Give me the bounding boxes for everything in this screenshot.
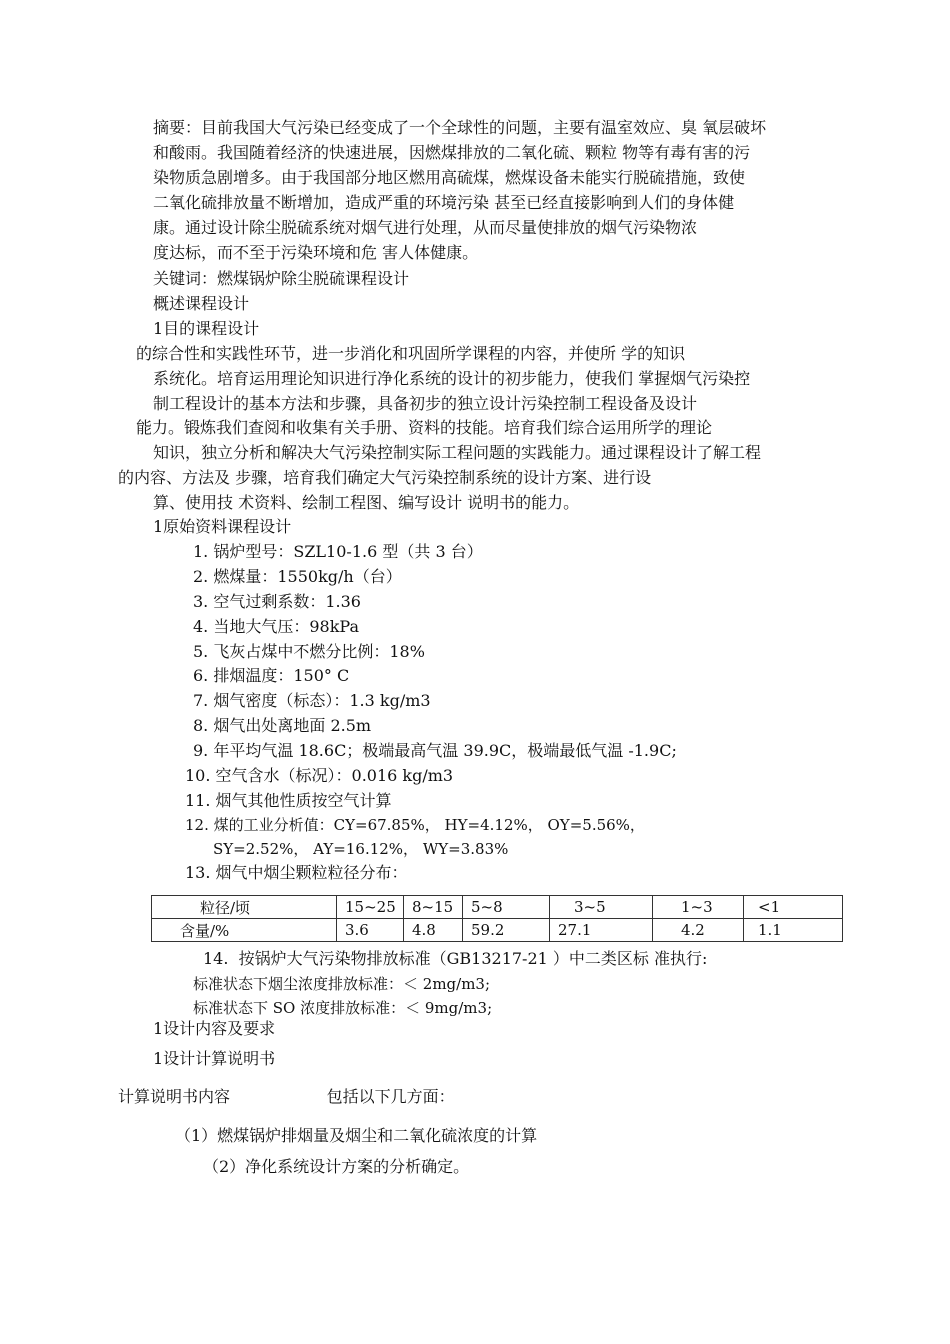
content-item-2: （2）净化系统设计方案的分析确定。 bbox=[203, 1157, 470, 1176]
data-item-12: 12. 煤的工业分析值：CY=67.85%， HY=4.12%， OY=5.56%， bbox=[185, 816, 645, 834]
data-item-10: 10. 空气含水（标况）：0.016 kg/m3 bbox=[185, 766, 454, 785]
standard-dust: 标准状态下烟尘浓度排放标准：＜ 2mg/m3; bbox=[193, 975, 491, 993]
table-cell: 27.1 bbox=[550, 919, 653, 942]
table-header-row bbox=[152, 896, 843, 919]
data-item-11: 11. 烟气其他性质按空气计算 bbox=[185, 791, 392, 810]
table-cell: 8~15 bbox=[404, 896, 463, 919]
standard-so2: 标准状态下 SO 浓度排放标准：＜ 9mg/m3; bbox=[193, 999, 493, 1017]
particle-size-table bbox=[151, 895, 843, 942]
table-row bbox=[152, 919, 843, 942]
purpose-line-6: 的内容、方法及 步骤，培育我们确定大气污染控制系统的设计方案、进行设 bbox=[118, 468, 652, 487]
data-item-7: 7. 烟气密度（标态）：1.3 kg/m3 bbox=[193, 691, 431, 710]
purpose-line-1: 的综合性和实践性环节，进一步消化和巩固所学课程的内容，并使所 学的知识 bbox=[136, 344, 686, 363]
abstract-line-6: 度达标，而不至于污染环境和危 害人体健康。 bbox=[153, 243, 479, 262]
table-cell: 粒径/顷 bbox=[152, 896, 337, 919]
data-item-12-cont: SY=2.52%， AY=16.12%， WY=3.83% bbox=[213, 840, 509, 858]
data-item-5: 5. 飞灰占煤中不燃分比例：18% bbox=[193, 642, 425, 661]
table-cell: 含量/% bbox=[152, 919, 337, 942]
data-item-8: 8. 烟气出处离地面 2.5m bbox=[193, 716, 372, 735]
data-item-2: 2. 燃煤量：1550kg/h（台） bbox=[193, 567, 402, 586]
purpose-line-7: 算、使用技 术资料、绘制工程图、编写设计 说明书的能力。 bbox=[153, 493, 580, 512]
data-item-13: 13. 烟气中烟尘颗粒粒径分布： bbox=[185, 863, 408, 882]
abstract-line-5: 康。通过设计除尘脱硫系统对烟气进行处理，从而尽量使排放的烟气污染物浓 bbox=[153, 218, 698, 237]
table-cell: 4.2 bbox=[653, 919, 744, 942]
data-item-3: 3. 空气过剩系数：1.36 bbox=[193, 592, 361, 611]
purpose-line-2: 系统化。培育运用理论知识进行净化系统的设计的初步能力，使我们 掌握烟气污染控 bbox=[153, 369, 751, 388]
table-cell: 3~5 bbox=[550, 896, 653, 919]
table-cell: 1~3 bbox=[653, 896, 744, 919]
calculation-content-intro: 计算说明书内容 包括以下几方面： bbox=[118, 1087, 455, 1106]
data-item-9: 9. 年平均气温 18.6C；极端最高气温 39.9C，极端最低气温 -1.9C; bbox=[193, 741, 677, 760]
table-cell: 5~8 bbox=[463, 896, 550, 919]
content-item-1: （1）燃煤锅炉排烟量及烟尘和二氧化硫浓度的计算 bbox=[175, 1126, 538, 1145]
data-item-6: 6. 排烟温度：150° C bbox=[193, 666, 350, 685]
section-calculation-book: 1设计计算说明书 bbox=[153, 1049, 276, 1068]
section-content-requirements: 1设计内容及要求 bbox=[153, 1019, 276, 1038]
table-cell: 15~25 bbox=[337, 896, 404, 919]
section-purpose: 1目的课程设计 bbox=[153, 319, 260, 338]
abstract-line-3: 染物质急剧增多。由于我国部分地区燃用高硫煤，燃煤设备未能实行脱硫措施，致使 bbox=[153, 168, 746, 187]
purpose-line-3: 制工程设计的基本方法和步骤，具备初步的独立设计污染控制工程设备及设计 bbox=[153, 394, 698, 413]
data-item-1: 1. 锅炉型号：SZL10-1.6 型（共 3 台） bbox=[193, 542, 483, 561]
data-item-14: 14. 按锅炉大气污染物排放标准（GB13217-21 ）中二类区标 准执行: bbox=[203, 949, 708, 968]
section-raw-data: 1原始资料课程设计 bbox=[153, 517, 292, 536]
table-cell: 4.8 bbox=[404, 919, 463, 942]
keywords: 关键词：燃煤锅炉除尘脱硫课程设计 bbox=[153, 269, 410, 288]
purpose-line-5: 知识，独立分析和解决大气污染控制实际工程问题的实践能力。通过课程设计了解工程 bbox=[153, 443, 762, 462]
section-overview: 概述课程设计 bbox=[153, 294, 250, 313]
data-item-4: 4. 当地大气压：98kPa bbox=[193, 617, 359, 636]
table-cell: 3.6 bbox=[337, 919, 404, 942]
abstract-line-4: 二氧化硫排放量不断增加，造成严重的环境污染 甚至已经直接影响到人们的身体健 bbox=[153, 193, 735, 212]
abstract-line-1: 摘要：目前我国大气污染已经变成了一个全球性的问题，主要有温室效应、臭 氧层破坏 bbox=[153, 118, 767, 137]
table-cell: 1.1 bbox=[744, 919, 843, 942]
table-cell: 59.2 bbox=[463, 919, 550, 942]
table-cell: <1 bbox=[744, 896, 843, 919]
purpose-line-4: 能力。锻炼我们查阅和收集有关手册、资料的技能。培育我们综合运用所学的理论 bbox=[136, 418, 713, 437]
abstract-line-2: 和酸雨。我国随着经济的快速进展，因燃煤排放的二氧化硫、颗粒 物等有毒有害的污 bbox=[153, 143, 751, 162]
